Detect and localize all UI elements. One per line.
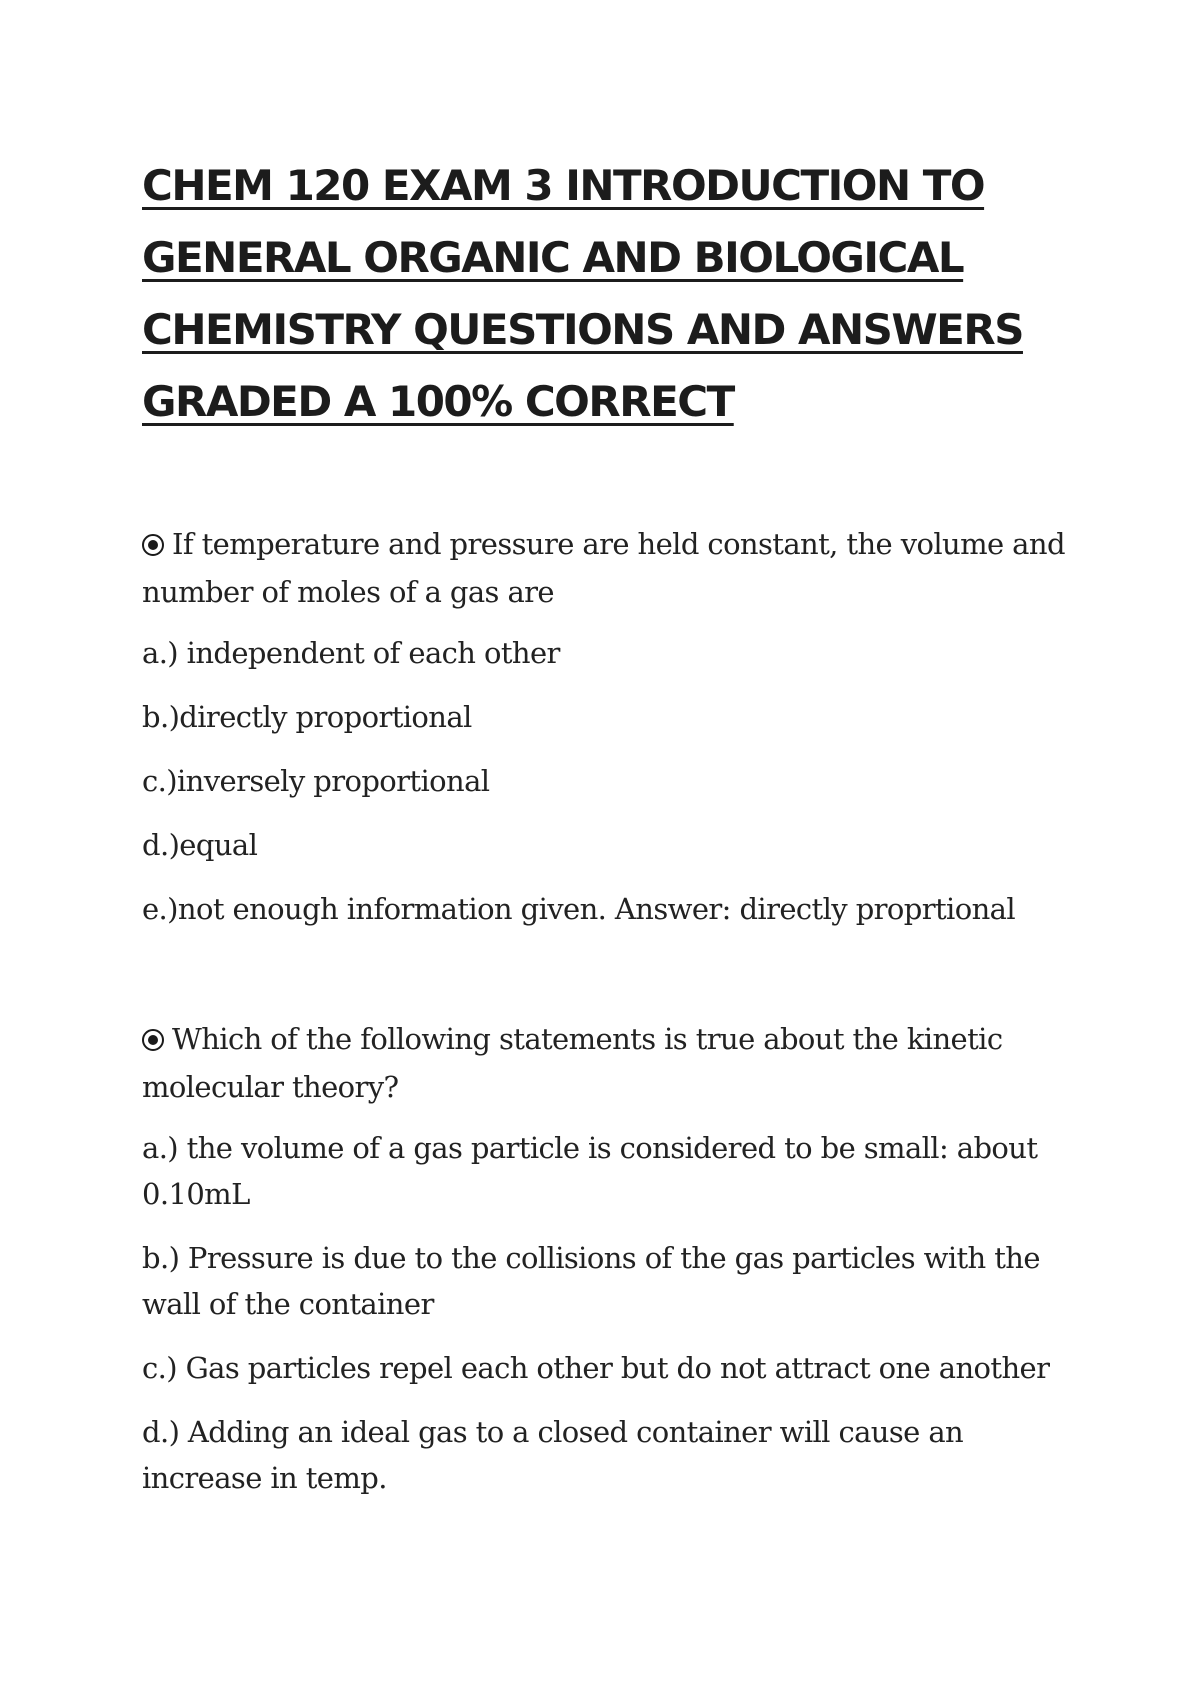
answer-option: e.)not enough information given. Answer: directly proprtional (142, 892, 1016, 926)
question-text: Which of the following statements is true about the kinetic molecular theory? (142, 1022, 1003, 1104)
answer-option: a.) independent of each other (142, 636, 560, 670)
title-line: CHEMISTRY QUESTIONS AND ANSWERS (142, 305, 1023, 354)
question-block (142, 1015, 1082, 1519)
title-line: GENERAL ORGANIC AND BIOLOGICAL (142, 233, 964, 282)
title-line: GRADED A 100% CORRECT (142, 377, 734, 426)
answer-option: b.)directly proportional (142, 700, 472, 734)
answer-option: c.)inversely proportional (142, 764, 490, 798)
question-text: If temperature and pressure are held constant, the volume and number of moles of a gas are (142, 527, 1065, 609)
radio-bullet-icon (142, 534, 164, 556)
answer-option: b.) Pressure is due to the collisions of the gas particles with the wall of the container (142, 1241, 1040, 1321)
radio-bullet-icon (142, 1029, 164, 1051)
document-title (142, 150, 1072, 438)
answer-option: d.)equal (142, 828, 258, 862)
answer-option: c.) Gas particles repel each other but do not attract one another (142, 1351, 1050, 1385)
answer-option: d.) Adding an ideal gas to a closed container will cause an increase in temp. (142, 1415, 964, 1495)
answer-option: a.) the volume of a gas particle is considered to be small: about 0.10mL (142, 1131, 1038, 1211)
question-block (142, 520, 1082, 950)
title-line: CHEM 120 EXAM 3 INTRODUCTION TO (142, 161, 985, 210)
